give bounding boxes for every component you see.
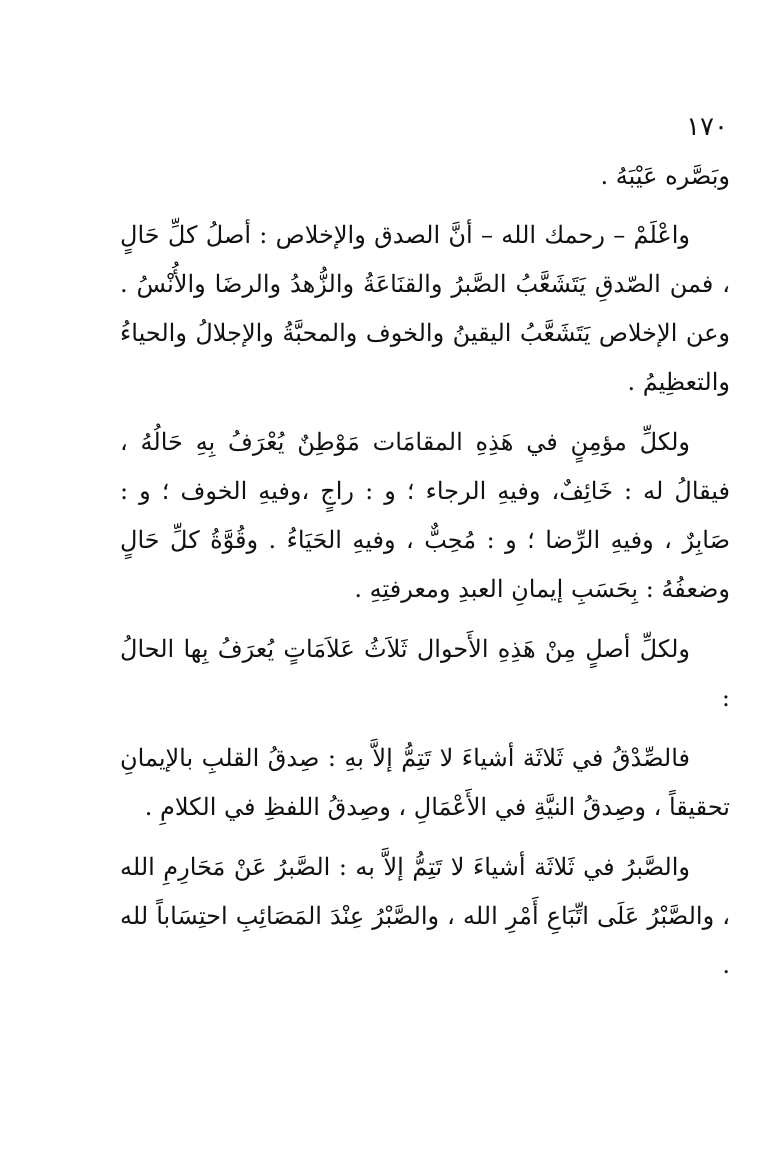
paragraph-2: واعْلَمْ – رحمك الله – أنَّ الصدق والإخلاص : أصلُ كلِّ حَالٍ ، فمن الصّدقِ يَتَشَعَّبُ الصَّبرُ والقنَاعَةُ والزُّهدُ والرضَا والأُنْسُ . وعن الإخلاص يَتَشَعَّبُ اليقينُ والخوف والمحبَّةُ والإجلالُ والحياءُ والتعظِيمُ . bbox=[120, 221, 730, 396]
paragraph-5: فالصِّدْقُ في ثَلاثَة أشياءَ لا تَتِمُّ إلاَّ بهِ : صِدقُ القلبِ بالإيمانِ تحقيقاً ، وصِدقُ النيَّةِ في الأَعْمَالِ ، وصِدقُ اللفظِ في الكلامِ . bbox=[120, 744, 730, 821]
paragraph-1: وبَصَّره عَيْبَهُ . bbox=[600, 162, 730, 190]
paragraph-6: والصَّبرُ في ثَلاثَة أشياءَ لا تَتِمُّ إلاَّ به : الصَّبرُ عَنْ مَحَارِمِ الله ، والصَّبْرُ عَلَى اتِّبَاعِ أَمْرِ الله ، والصَّبْرُ عِنْدَ المَصَائِبِ احتِسَاباً لله . bbox=[120, 853, 730, 979]
paragraph-4: ولكلِّ أصلٍ مِنْ هَذِهِ الأَحوال ثَلاَثُ عَلاَمَاتٍ يُعرَفُ بِها الحالُ : bbox=[120, 635, 730, 712]
page-number: ١٧٠ bbox=[686, 112, 728, 142]
paragraph-3: ولكلِّ مؤمِنٍ في هَذِهِ المقامَات مَوْطِنٌ يُعْرَفُ بِهِ حَالُهُ ، فيقالُ له : خَائِفٌ، وفيهِ الرجاء ؛ و : راجٍ ،وفيهِ الخوف ؛ و : صَابِرٌ ، وفيهِ الرِّضا ؛ و : مُحِبٌّ ، وفيهِ الحَيَاءُ . وقُوَّةُ كلِّ حَالٍ وضعفُهُ : بِحَسَبِ إيمانِ العبدِ ومعرفتِهِ . bbox=[120, 428, 730, 603]
page-body-text bbox=[120, 152, 730, 1001]
